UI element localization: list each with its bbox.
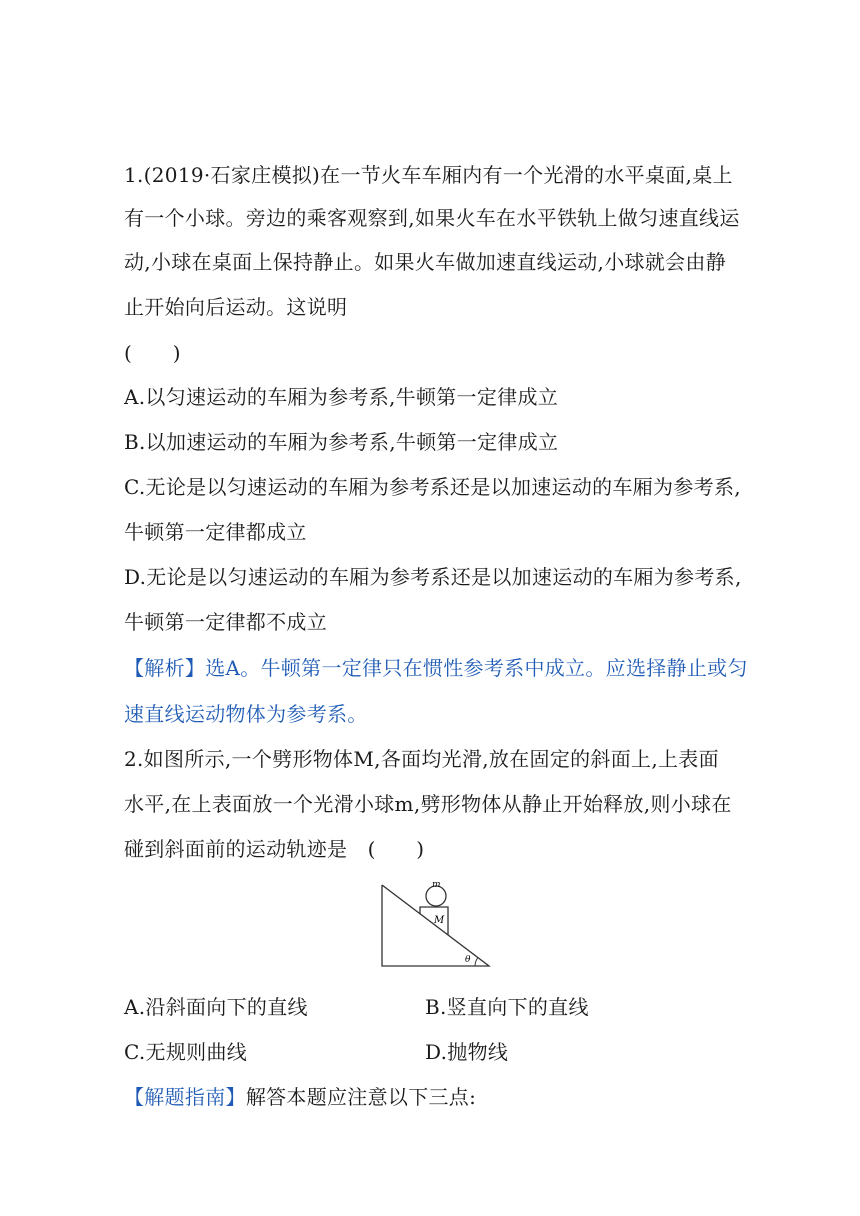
q2-stem-line-1: 2.如图所示,一个劈形物体M,各面均光滑,放在固定的斜面上,上表面 <box>124 747 719 771</box>
q1-solution-line-1 <box>124 655 748 681</box>
angle-label: θ <box>465 955 471 965</box>
wedge-label: M <box>434 915 445 926</box>
guide-text: 解答本题应注意以下三点: <box>245 1085 477 1109</box>
q2-option-b: B.竖直向下的直线 <box>425 995 589 1019</box>
ball-label: m <box>432 880 441 890</box>
q2-option-a: A.沿斜面向下的直线 <box>124 995 308 1019</box>
q1-option-c-line-2: 牛顿第一定律都成立 <box>124 520 307 544</box>
q1-stem-line-1: 1.(2019·石家庄模拟)在一节火车车厢内有一个光滑的水平桌面,桌上 <box>124 163 733 187</box>
q2-stem-line-3: 碰到斜面前的运动轨迹是 ( ) <box>124 837 425 861</box>
q1-option-c-line-1: C.无论是以匀速运动的车厢为参考系还是以加速运动的车厢为参考系, <box>124 475 741 499</box>
q1-option-b: B.以加速运动的车厢为参考系,牛顿第一定律成立 <box>124 430 559 454</box>
q1-option-a: A.以匀速运动的车厢为参考系,牛顿第一定律成立 <box>124 385 559 409</box>
angle-arc <box>475 958 478 967</box>
incline-wedge-figure <box>378 878 494 970</box>
q2-option-c: C.无规则曲线 <box>124 1040 248 1064</box>
q2-option-d: D.抛物线 <box>425 1040 509 1064</box>
guide-tag: 【解题指南】 <box>124 1085 246 1109</box>
q1-option-d-line-2: 牛顿第一定律都不成立 <box>124 610 327 634</box>
q1-stem-line-2: 有一个小球。旁边的乘客观察到,如果火车在水平铁轨上做匀速直线运 <box>124 206 740 230</box>
solution-tag: 【解析】 <box>124 656 206 680</box>
q2-stem-line-2: 水平,在上表面放一个光滑小球m,劈形物体从静止开始释放,则小球在 <box>124 792 732 816</box>
q1-option-d-line-1: D.无论是以匀速运动的车厢为参考系还是以加速运动的车厢为参考系, <box>124 565 742 589</box>
q1-stem-line-4: 止开始向后运动。这说明 <box>124 295 348 319</box>
solution-text-1: 选A。牛顿第一定律只在惯性参考系中成立。应选择静止或匀 <box>205 656 748 680</box>
q1-answer-bracket: ( ) <box>124 341 181 365</box>
q2-guide-line <box>124 1084 476 1110</box>
q1-stem-line-3: 动,小球在桌面上保持静止。如果火车做加速直线运动,小球就会由静 <box>124 250 727 274</box>
q1-solution-line-2: 速直线运动物体为参考系。 <box>124 702 368 726</box>
